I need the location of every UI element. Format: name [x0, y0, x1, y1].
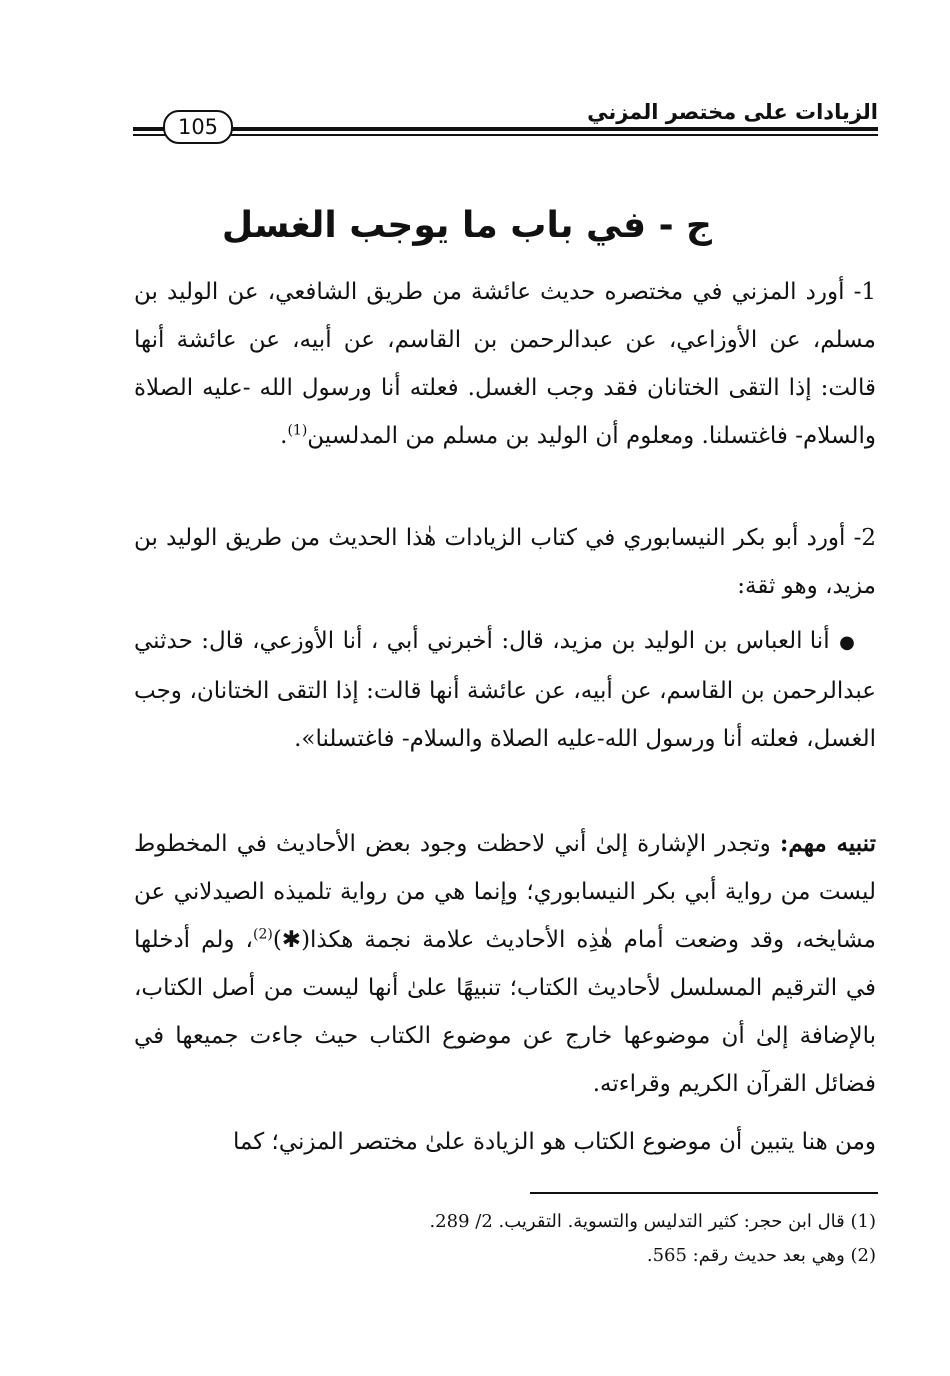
footnote-separator: [530, 1192, 878, 1194]
paragraph-4-text-b: ، ولم أدخلها في الترقيم المسلسل لأحاديث الكتاب؛ تنبيهًا علىٰ أنها ليست من أصل الكتاب، بالإضافة إلىٰ أن موضوعها خارج عن موضوع الكتاب حيث جاءت جميعها في فضائل القرآن الكريم وقراءته.: [134, 927, 876, 1097]
paragraph-5-text: ومن هنا يتبين أن موضوع الكتاب هو الزيادة علىٰ مختصر المزني؛ كما: [232, 1129, 876, 1155]
book-title: الزيادات على مختصر المزني: [587, 100, 878, 124]
footnote-2: (2) وهي بعد حديث رقم: 565.: [646, 1245, 876, 1266]
page-number: 105: [163, 110, 233, 144]
paragraph-1-end: .: [280, 423, 288, 449]
notice-label: تنبيه مهم:: [779, 830, 877, 857]
footnotes: [134, 1205, 876, 1273]
footnote-ref-1[interactable]: (1): [287, 422, 308, 439]
paragraph-1: [134, 268, 876, 460]
paragraph-3-text: أنا العباس بن الوليد بن مزيد، قال: أخبرني أبي ، أنا الأوزعي، قال: حدثني عبدالرحمن بن القاسم، عن أبيه، عن عائشة أنها قالت: إذا التقى الختانان، وجب الغسل، فعلته أنا ورسول الله-عليه الصلاة والسلام- فاغتسلنا».: [134, 628, 876, 752]
header-rule-thin: [228, 134, 878, 136]
footnote-ref-2[interactable]: (2): [252, 926, 273, 943]
paragraph-4-text-a: وتجدر الإشارة إلىٰ أني لاحظت وجود بعض الأحاديث في المخطوط ليست من رواية أبي بكر النيسابوري؛ وإنما هي من رواية تلميذه الصيدلاني عن مشايخه، وقد وضعت أمام هٰذِه الأحاديث علامة نجمة هكذا(✱): [134, 831, 876, 953]
header-rule: [228, 127, 878, 131]
running-header: [133, 100, 878, 142]
header-rule-left-thin: [133, 134, 166, 136]
paragraph-4: [134, 820, 876, 1108]
paragraph-3: [134, 617, 876, 763]
footnote-1: (1) قال ابن حجر: كثير التدليس والتسوية. التقريب. 2/ 289.: [429, 1211, 876, 1232]
paragraph-5: [134, 1118, 876, 1166]
bullet-icon: ●: [838, 632, 856, 653]
section-heading: ج - في باب ما يوجب الغسل: [221, 205, 712, 246]
paragraph-2: [134, 514, 876, 610]
header-rule-left: [133, 127, 166, 131]
paragraph-1-text: 1- أورد المزني في مختصره حديث عائشة من طريق الشافعي، عن الوليد بن مسلم، عن الأوزاعي، عن عبدالرحمن بن القاسم، عن أبيه، عن عائشة أنها قالت: إذا التقى الختانان فقد وجب الغسل. فعلته أنا ورسول الله -عليه الصلاة والسلام- فاغتسلنا. ومعلوم أن الوليد بن مسلم من المدلسين: [134, 279, 876, 449]
paragraph-2-text: 2- أورد أبو بكر النيسابوري في كتاب الزيادات هٰذا الحديث من طريق الوليد بن مزيد، وهو ثقة:: [134, 525, 876, 599]
